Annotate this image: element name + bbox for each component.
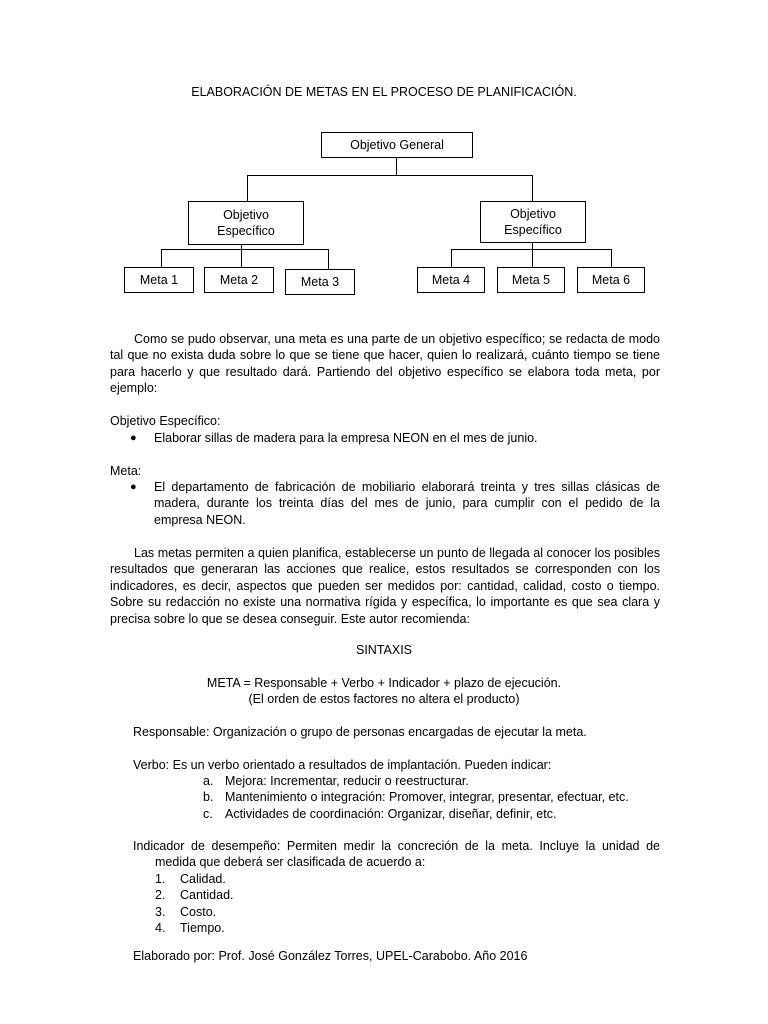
- indicador-intro-text: Indicador de desempeño: Permiten medir la concreción de la meta. Incluye la unidad de medida que deberá ser clasificada de acuerdo a:: [133, 839, 660, 870]
- list-item-text: Cantidad.: [180, 888, 234, 903]
- credit-line: Elaborado por: Prof. José González Torres, UPEL-Carabobo. Año 2016: [133, 949, 528, 963]
- connector-meta4: [451, 249, 452, 267]
- connector-meta5: [532, 249, 533, 267]
- objetivo-general-label: Objetivo General: [350, 138, 444, 152]
- list-marker: 1.: [155, 872, 166, 886]
- meta-6-box: [577, 267, 645, 293]
- list-marker: c.: [203, 806, 213, 821]
- objetivo-especifico-bullet: [130, 430, 660, 446]
- list-marker: 2.: [155, 888, 166, 903]
- list-item: [203, 806, 629, 822]
- list-item: [155, 887, 234, 903]
- list-marker: 4.: [155, 921, 166, 936]
- connector-meta3: [328, 249, 329, 269]
- list-item-text: Tiempo.: [180, 921, 225, 936]
- indicador-list: [155, 871, 234, 937]
- objetivo-especifico-right-box: [480, 201, 586, 243]
- intro-paragraph-text: Como se pudo observar, una meta es una parte de un objetivo específico; se redacta de modo tal que no exista duda sobre lo que se tiene que hacer, quien lo realizará, cuánto tiempo se tiene para hacerlo y que resultado dará. Partiendo del objetivo específico se elabora toda meta, por ejemplo:: [110, 332, 660, 396]
- connector-meta2: [241, 249, 242, 267]
- connector-right-down: [532, 175, 533, 201]
- list-marker: 3.: [155, 904, 166, 919]
- list-item-text: Costo.: [180, 904, 217, 919]
- list-item: [203, 789, 629, 805]
- list-item-text: Mejora: Incrementar, reducir o reestructurar.: [225, 774, 469, 788]
- list-marker: a.: [203, 774, 214, 788]
- meta-1-label: Meta 1: [139, 273, 179, 287]
- meta-4-label: Meta 4: [431, 273, 471, 287]
- meta-1-box: [124, 267, 194, 293]
- meta-2-label: Meta 2: [219, 273, 259, 287]
- list-item: [155, 904, 234, 920]
- verbo-list: [203, 773, 629, 822]
- metas-paragraph-text: Las metas permiten a quien planifica, establecerse un punto de llegada al conocer los posibles resultados que generaran las acciones que realice, estos resultados se corresponden con los indicadores, es decir, aspectos que pueden ser medidos por: cantidad, calidad, costo o tiempo. Sobre su redacción no existe una normativa rígida y específica, lo importante es que sea clara y precisa sobre lo que se desea conseguir. Este autor recomienda:: [110, 546, 660, 626]
- connector-left-down: [247, 175, 248, 201]
- meta-3-box: [285, 269, 355, 295]
- formula-line: META = Responsable + Verbo + Indicador + plazo de ejecución.: [206, 676, 562, 690]
- formula-note: (El orden de estos factores no altera el producto): [248, 692, 520, 706]
- list-item: [155, 871, 234, 887]
- meta-bullet: [130, 479, 660, 528]
- connector-root-horizontal: [247, 175, 533, 176]
- sintaxis-heading: SINTAXIS: [355, 643, 413, 657]
- document-title: ELABORACIÓN DE METAS EN EL PROCESO DE PLANIFICACIÓN.: [191, 85, 577, 99]
- objetivo-especifico-left-box: [188, 201, 304, 245]
- connector-left-children-horizontal: [161, 249, 329, 250]
- meta-3-label: Meta 3: [300, 275, 340, 289]
- intro-paragraph: [110, 331, 660, 397]
- meta-5-box: [497, 267, 565, 293]
- objetivo-especifico-label: Objetivo Específico:: [110, 414, 221, 428]
- connector-meta6: [611, 249, 612, 267]
- meta-5-label: Meta 5: [511, 273, 551, 287]
- list-marker: b.: [203, 790, 214, 805]
- list-item-text: Calidad.: [180, 872, 226, 886]
- responsable-line: Responsable: Organización o grupo de personas encargadas de ejecutar la meta.: [133, 725, 587, 739]
- metas-paragraph: [110, 545, 660, 627]
- meta-6-label: Meta 6: [591, 273, 631, 287]
- meta-4-box: [417, 267, 485, 293]
- meta-label: Meta:: [110, 464, 142, 478]
- bullet-icon: ●: [130, 432, 137, 444]
- verbo-intro: Verbo: Es un verbo orientado a resultados de implantación. Pueden indicar:: [133, 758, 552, 772]
- list-item: [155, 920, 234, 936]
- meta-2-box: [204, 267, 274, 293]
- objetivo-especifico-right-label: Objetivo Específico: [504, 207, 562, 237]
- indicador-intro: [133, 838, 660, 871]
- meta-bullet-text: El departamento de fabricación de mobiliario elaborará treinta y tres sillas clásicas de madera, durante los treinta días del mes de junio, para cumplir con el pedido de la empresa NEON.: [154, 480, 660, 527]
- objetivo-general-box: [321, 132, 473, 158]
- list-item-text: Mantenimiento o integración: Promover, integrar, presentar, efectuar, etc.: [225, 790, 629, 805]
- objetivo-especifico-bullet-text: Elaborar sillas de madera para la empresa NEON en el mes de junio.: [154, 431, 538, 445]
- list-item: [203, 773, 629, 789]
- objetivo-especifico-left-label: Objetivo Específico: [217, 208, 275, 238]
- connector-meta1: [161, 249, 162, 267]
- list-item-text: Actividades de coordinación: Organizar, diseñar, definir, etc.: [225, 806, 557, 821]
- connector-root-down: [396, 158, 397, 175]
- bullet-icon: ●: [130, 481, 137, 493]
